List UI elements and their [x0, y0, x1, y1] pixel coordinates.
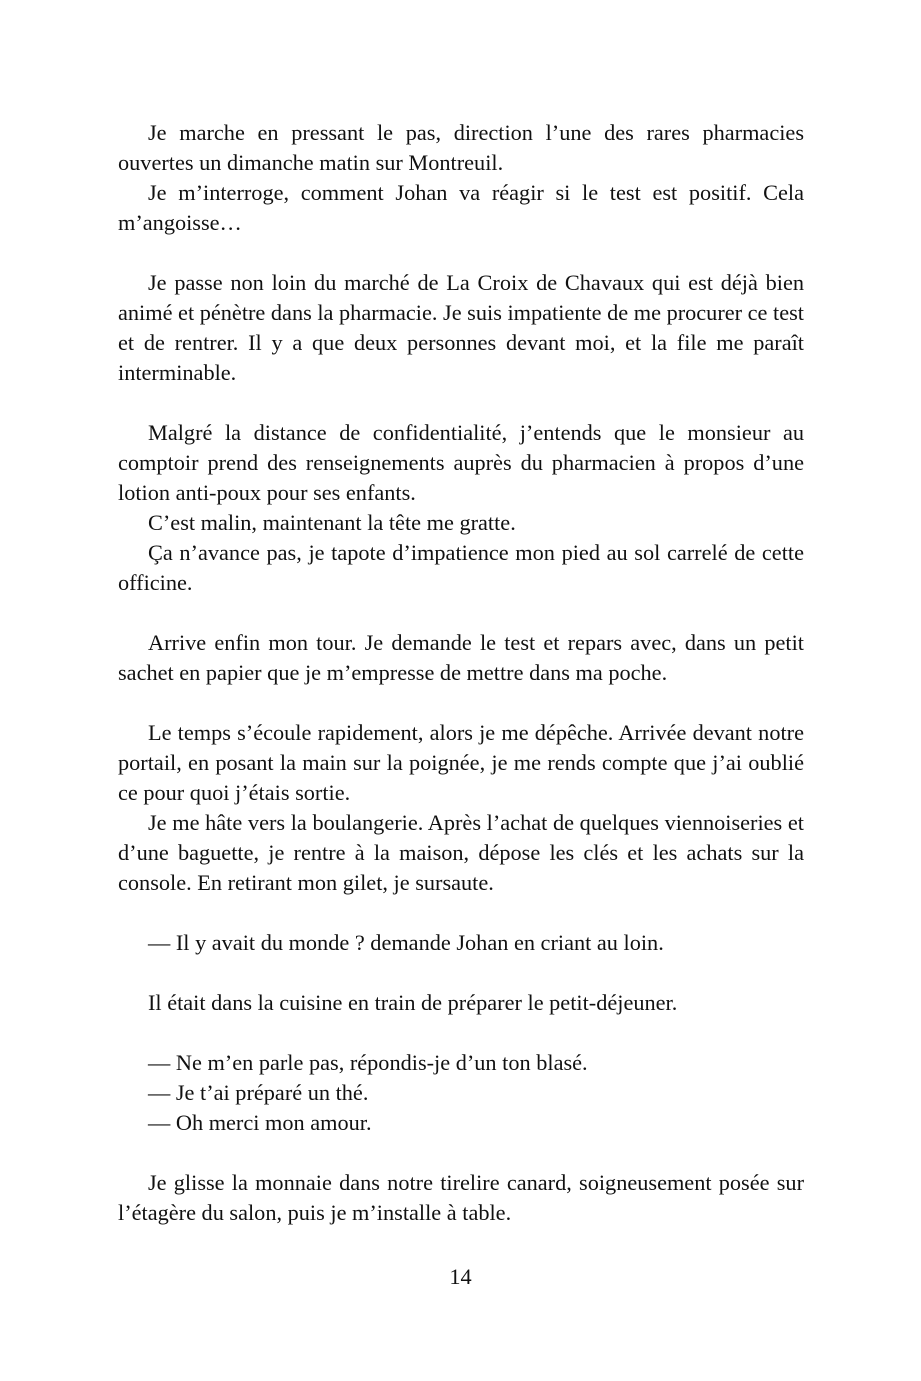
paragraph-3: Je passe non loin du marché de La Croix de Chavaux qui est déjà bien animé et pénètre dans la pharmacie. Je suis impatiente de me procurer ce test et de rentrer. Il y a que deux personnes devant moi, et la file me paraît interminable. [118, 270, 804, 385]
dialogue-line-4: — Oh merci mon amour. [148, 1110, 372, 1135]
dialogue-line-3: — Je t’ai préparé un thé. [148, 1080, 369, 1105]
paragraph-gap [118, 898, 804, 928]
paragraph-2: Je m’interroge, comment Johan va réagir si le test est positif. Cela m’angoisse… [118, 180, 804, 235]
paragraph-gap [118, 688, 804, 718]
paragraph-7: Arrive enfin mon tour. Je demande le test et repars avec, dans un petit sachet en papier que je m’empresse de mettre dans ma poche. [118, 630, 804, 685]
page-body [118, 118, 804, 1228]
paragraph-6: Ça n’avance pas, je tapote d’impatience mon pied au sol carrelé de cette officine. [118, 540, 804, 595]
paragraph-gap [118, 388, 804, 418]
paragraph-gap [118, 598, 804, 628]
paragraph-1: Je marche en pressant le pas, direction l’une des rares pharmacies ouvertes un dimanche matin sur Montreuil. [118, 120, 804, 175]
paragraph-gap [118, 238, 804, 268]
paragraph-gap [118, 958, 804, 988]
dialogue-line-1: — Il y avait du monde ? demande Johan en criant au loin. [148, 930, 664, 955]
paragraph-8: Le temps s’écoule rapidement, alors je me dépêche. Arrivée devant notre portail, en posant la main sur la poignée, je me rends compte que j’ai oublié ce pour quoi j’étais sortie. [118, 720, 804, 805]
paragraph-9: Je me hâte vers la boulangerie. Après l’achat de quelques viennoiseries et d’une baguette, je rentre à la maison, dépose les clés et les achats sur la console. En retirant mon gilet, je sursaute. [118, 810, 804, 895]
paragraph-11: Je glisse la monnaie dans notre tirelire canard, soigneusement posée sur l’étagère du salon, puis je m’installe à table. [118, 1170, 804, 1225]
paragraph-4: Malgré la distance de confidentialité, j’entends que le monsieur au comptoir prend des renseignements auprès du pharmacien à propos d’une lotion anti-poux pour ses enfants. [118, 420, 804, 505]
dialogue-line-2: — Ne m’en parle pas, répondis-je d’un ton blasé. [148, 1050, 588, 1075]
paragraph-10: Il était dans la cuisine en train de préparer le petit-déjeuner. [148, 990, 678, 1015]
paragraph-5: C’est malin, maintenant la tête me gratte. [148, 510, 516, 535]
paragraph-gap [118, 1138, 804, 1168]
paragraph-gap [118, 1018, 804, 1048]
page-number: 14 [449, 1264, 472, 1289]
